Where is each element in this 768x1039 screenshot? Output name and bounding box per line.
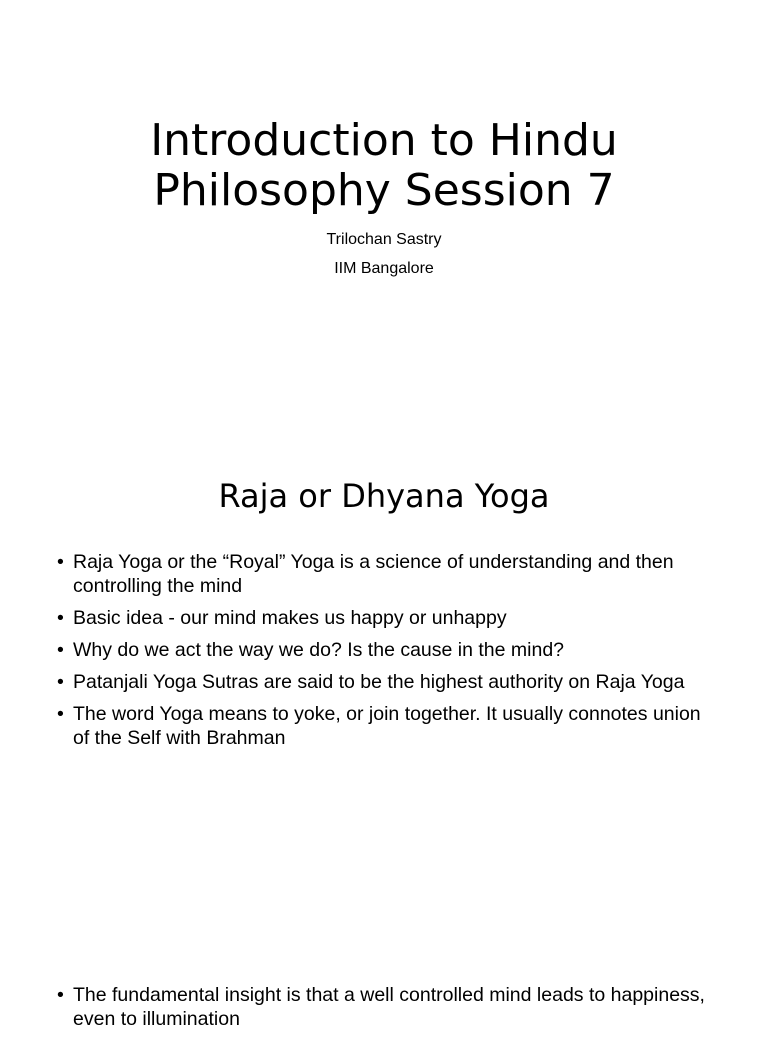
bullet-text: Patanjali Yoga Sutras are said to be the highest authority on Raja Yoga [73, 671, 685, 693]
presentation-title [0, 116, 768, 216]
bullet-item [57, 702, 717, 750]
bullet-list [57, 983, 717, 1039]
bullet-item [57, 638, 717, 662]
bullet-text: The word Yoga means to yoke, or join together. It usually connotes union of the Self with Brahman [73, 703, 701, 749]
raja-yoga-slide [0, 440, 768, 840]
institution-name: IIM Bangalore [334, 260, 434, 277]
presentation-title-line-1: Introduction to Hindu [150, 115, 618, 166]
bullet-icon: • [57, 703, 64, 725]
slide-title: Raja or Dhyana Yoga [218, 477, 550, 515]
author-name: Trilochan Sastry [326, 231, 442, 248]
bullet-item [57, 550, 717, 598]
bullet-icon: • [57, 551, 64, 573]
bullet-icon: • [57, 671, 64, 693]
bullet-text: The fundamental insight is that a well controlled mind leads to happiness, even to illumination [73, 984, 705, 1030]
bullet-icon: • [57, 607, 64, 629]
bullet-text: Raja Yoga or the “Royal” Yoga is a science of understanding and then controlling the mind [73, 551, 674, 597]
title-slide [0, 0, 768, 384]
bullet-icon: • [57, 984, 64, 1006]
bullet-item [57, 606, 717, 630]
mind-slide [0, 940, 768, 1030]
bullet-item [57, 670, 717, 694]
bullet-icon: • [57, 639, 64, 661]
bullet-list [57, 550, 717, 758]
bullet-text: Basic idea - our mind makes us happy or unhappy [73, 607, 507, 629]
bullet-text: Why do we act the way we do? Is the cause in the mind? [73, 639, 565, 661]
presentation-title-line-2: Philosophy Session 7 [153, 165, 615, 216]
